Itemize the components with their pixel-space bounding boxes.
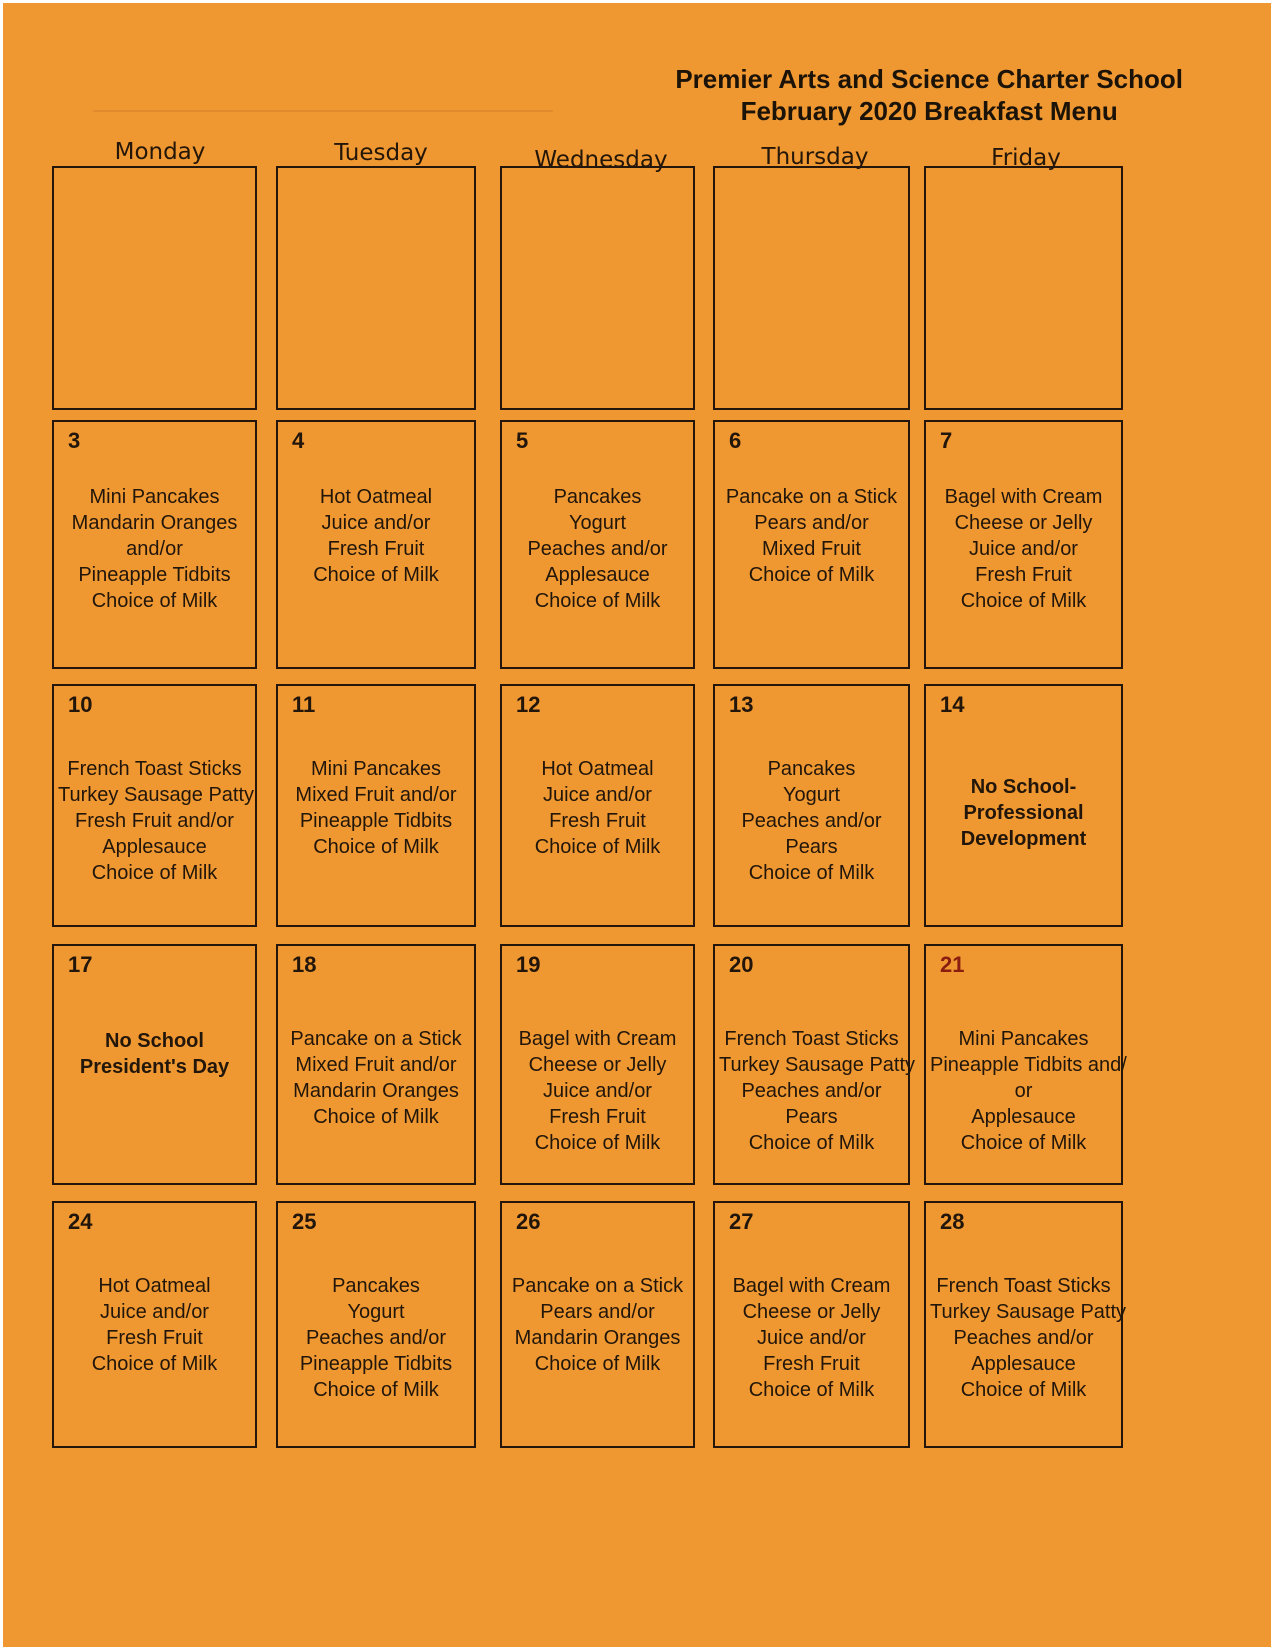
menu-item: Choice of Milk — [534, 590, 661, 612]
day-number: 19 — [516, 952, 541, 977]
day-cell-4 — [276, 420, 476, 669]
menu-item: Pancakes — [332, 1275, 420, 1297]
day-cell-3 — [52, 420, 257, 669]
menu-item: Turkey Sausage Patty — [719, 1054, 916, 1076]
menu-item: Peaches and/or — [741, 810, 882, 832]
menu-item: Fresh Fruit — [106, 1327, 203, 1349]
day-header-monday: Monday — [114, 139, 206, 165]
menu-item: Choice of Milk — [748, 862, 875, 884]
menu-items — [282, 756, 470, 860]
empty-day-cell — [713, 166, 910, 410]
menu-item: French Toast Sticks — [67, 758, 242, 780]
menu-item: Pears — [785, 1106, 838, 1128]
menu-items — [282, 1026, 470, 1130]
menu-item: Peaches and/or — [305, 1327, 447, 1349]
day-number: 7 — [940, 428, 953, 453]
menu-item: Mixed Fruit and/or — [295, 1054, 457, 1076]
day-header-friday: Friday — [991, 145, 1061, 171]
menu-item: Peaches and/or — [741, 1080, 882, 1102]
menu-items — [506, 1273, 689, 1377]
day-cell-13 — [713, 684, 910, 927]
day-number: 14 — [940, 692, 965, 717]
menu-item: Fresh Fruit — [763, 1353, 860, 1375]
menu-item: Mandarin Oranges — [71, 512, 238, 534]
empty-day-cell — [500, 166, 695, 410]
day-cell-12 — [500, 684, 695, 927]
menu-items — [58, 756, 255, 886]
day-number: 26 — [516, 1209, 541, 1234]
menu-items — [58, 1028, 251, 1080]
menu-items — [719, 484, 904, 588]
day-cell-14 — [924, 684, 1123, 927]
day-cell-21 — [924, 944, 1127, 1185]
menu-header — [675, 63, 1183, 127]
menu-item: Juice and/or — [969, 538, 1078, 560]
menu-item: Pineapple Tidbits — [299, 810, 453, 832]
menu-items — [282, 484, 470, 588]
menu-item: Mini Pancakes — [89, 486, 220, 508]
menu-item: Choice of Milk — [748, 1132, 875, 1154]
menu-item: Cheese or Jelly — [742, 1301, 881, 1323]
menu-item: Pancake on a Stick — [725, 486, 898, 508]
menu-item: Juice and/or — [543, 784, 652, 806]
menu-items — [930, 1026, 1127, 1156]
menu-items — [282, 1273, 470, 1403]
menu-items — [930, 774, 1117, 852]
menu-item: Pineapple Tidbits — [78, 564, 231, 586]
day-number: 6 — [729, 428, 742, 453]
day-cell-5 — [500, 420, 695, 669]
day-number: 13 — [729, 692, 754, 717]
day-number: 25 — [292, 1209, 317, 1234]
day-number: 5 — [516, 428, 529, 453]
scan-rule — [93, 110, 553, 112]
day-number: 24 — [68, 1209, 93, 1234]
menu-item: Choice of Milk — [748, 564, 875, 586]
menu-items — [719, 1026, 916, 1156]
menu-item: No School- — [970, 776, 1077, 798]
menu-item: Pears — [785, 836, 838, 858]
day-number: 12 — [516, 692, 541, 717]
menu-item: Pineapple Tidbits — [299, 1353, 453, 1375]
menu-item: French Toast Sticks — [936, 1275, 1111, 1297]
school-name: Premier Arts and Science Charter School — [675, 64, 1183, 94]
menu-item: Peaches and/or — [953, 1327, 1094, 1349]
menu-item: Yogurt — [782, 784, 841, 806]
menu-item: Juice and/or — [757, 1327, 866, 1349]
day-number: 21 — [940, 952, 965, 977]
day-header-wednesday: Wednesday — [534, 147, 668, 173]
menu-sheet — [3, 3, 1271, 1647]
menu-items — [506, 756, 689, 860]
menu-item: Turkey Sausage Patty — [58, 784, 255, 806]
menu-item: and/or — [126, 538, 183, 560]
menu-items — [58, 1273, 251, 1377]
menu-items — [506, 484, 689, 614]
menu-item: Pineapple Tidbits and/ — [930, 1054, 1127, 1076]
menu-item: Pears and/or — [540, 1301, 655, 1323]
day-cell-25 — [276, 1201, 476, 1448]
day-header-tuesday: Tuesday — [334, 140, 428, 166]
menu-item: Choice of Milk — [313, 1379, 439, 1401]
menu-item: Peaches and/or — [527, 538, 668, 560]
menu-item: French Toast Sticks — [724, 1028, 899, 1050]
menu-item: Fresh Fruit — [549, 1106, 646, 1128]
menu-item: Mini Pancakes — [310, 758, 442, 780]
day-cell-18 — [276, 944, 476, 1185]
day-cell-7 — [924, 420, 1123, 669]
menu-item: Mandarin Oranges — [293, 1080, 459, 1102]
menu-item: Choice of Milk — [313, 836, 439, 858]
menu-item: Applesauce — [971, 1106, 1076, 1128]
day-cell-19 — [500, 944, 695, 1185]
day-number: 17 — [68, 952, 93, 977]
menu-item: Fresh Fruit — [975, 564, 1072, 586]
day-cell-10 — [52, 684, 257, 927]
menu-item: No School — [105, 1030, 204, 1052]
menu-item: Development — [960, 828, 1087, 850]
menu-title: February 2020 Breakfast Menu — [740, 96, 1118, 126]
menu-item: Juice and/or — [321, 512, 431, 534]
day-number: 18 — [292, 952, 317, 977]
menu-item: Applesauce — [545, 564, 650, 586]
menu-item: Hot Oatmeal — [98, 1275, 211, 1297]
day-cell-26 — [500, 1201, 695, 1448]
menu-item: Choice of Milk — [960, 1132, 1087, 1154]
menu-item: Choice of Milk — [91, 862, 218, 884]
menu-item: or — [1014, 1080, 1033, 1102]
day-cell-6 — [713, 420, 910, 669]
menu-item: Choice of Milk — [960, 1379, 1087, 1401]
menu-item: Applesauce — [971, 1353, 1076, 1375]
menu-item: Bagel with Cream — [732, 1275, 891, 1297]
menu-items — [58, 484, 251, 614]
menu-items — [930, 484, 1117, 614]
day-number: 11 — [292, 692, 316, 717]
day-number: 3 — [68, 428, 81, 453]
menu-item: Fresh Fruit — [549, 810, 646, 832]
day-number: 20 — [729, 952, 754, 977]
menu-item: Pancake on a Stick — [290, 1028, 462, 1050]
menu-item: Choice of Milk — [91, 590, 218, 612]
menu-item: Turkey Sausage Patty — [930, 1301, 1127, 1323]
menu-item: Juice and/or — [100, 1301, 209, 1323]
menu-item: Choice of Milk — [313, 564, 439, 586]
menu-item: Choice of Milk — [960, 590, 1087, 612]
empty-day-cell — [52, 166, 257, 410]
menu-item: Cheese or Jelly — [528, 1054, 667, 1076]
menu-item: Mandarin Oranges — [514, 1327, 681, 1349]
day-number: 28 — [940, 1209, 965, 1234]
menu-item: Pancakes — [767, 758, 856, 780]
menu-item: Professional — [963, 802, 1084, 824]
menu-item: Applesauce — [102, 836, 207, 858]
menu-item: Choice of Milk — [313, 1106, 439, 1128]
menu-item: President's Day — [79, 1056, 230, 1078]
menu-item: Mini Pancakes — [958, 1028, 1089, 1050]
menu-items — [719, 756, 904, 886]
menu-items — [719, 1273, 904, 1403]
menu-item: Fresh Fruit — [327, 538, 425, 560]
menu-item: Yogurt — [568, 512, 627, 534]
menu-item: Choice of Milk — [534, 1132, 661, 1154]
day-number: 10 — [68, 692, 93, 717]
menu-item: Fresh Fruit and/or — [75, 810, 234, 832]
menu-item: Hot Oatmeal — [319, 486, 433, 508]
menu-item: Hot Oatmeal — [541, 758, 654, 780]
menu-item: Pancake on a Stick — [511, 1275, 684, 1297]
day-cell-20 — [713, 944, 916, 1185]
day-header-thursday: Thursday — [761, 144, 869, 170]
day-cell-11 — [276, 684, 476, 927]
empty-day-cell — [276, 166, 476, 410]
menu-item: Yogurt — [347, 1301, 405, 1323]
menu-item: Choice of Milk — [534, 1353, 661, 1375]
menu-item: Choice of Milk — [748, 1379, 875, 1401]
menu-item: Cheese or Jelly — [954, 512, 1093, 534]
menu-item: Choice of Milk — [91, 1353, 218, 1375]
day-cell-27 — [713, 1201, 910, 1448]
empty-day-cell — [924, 166, 1123, 410]
menu-item: Juice and/or — [543, 1080, 652, 1102]
day-cell-17 — [52, 944, 257, 1185]
menu-item: Mixed Fruit and/or — [295, 784, 457, 806]
menu-item: Bagel with Cream — [518, 1028, 677, 1050]
day-cell-28 — [924, 1201, 1127, 1448]
day-number: 4 — [292, 428, 305, 453]
menu-item: Bagel with Cream — [944, 486, 1103, 508]
menu-items — [506, 1026, 689, 1156]
menu-item: Choice of Milk — [534, 836, 661, 858]
menu-item: Pancakes — [553, 486, 642, 508]
menu-item: Mixed Fruit — [762, 538, 861, 560]
menu-item: Pears and/or — [754, 512, 869, 534]
day-number: 27 — [729, 1209, 754, 1234]
menu-items — [930, 1273, 1127, 1403]
day-cell-24 — [52, 1201, 257, 1448]
